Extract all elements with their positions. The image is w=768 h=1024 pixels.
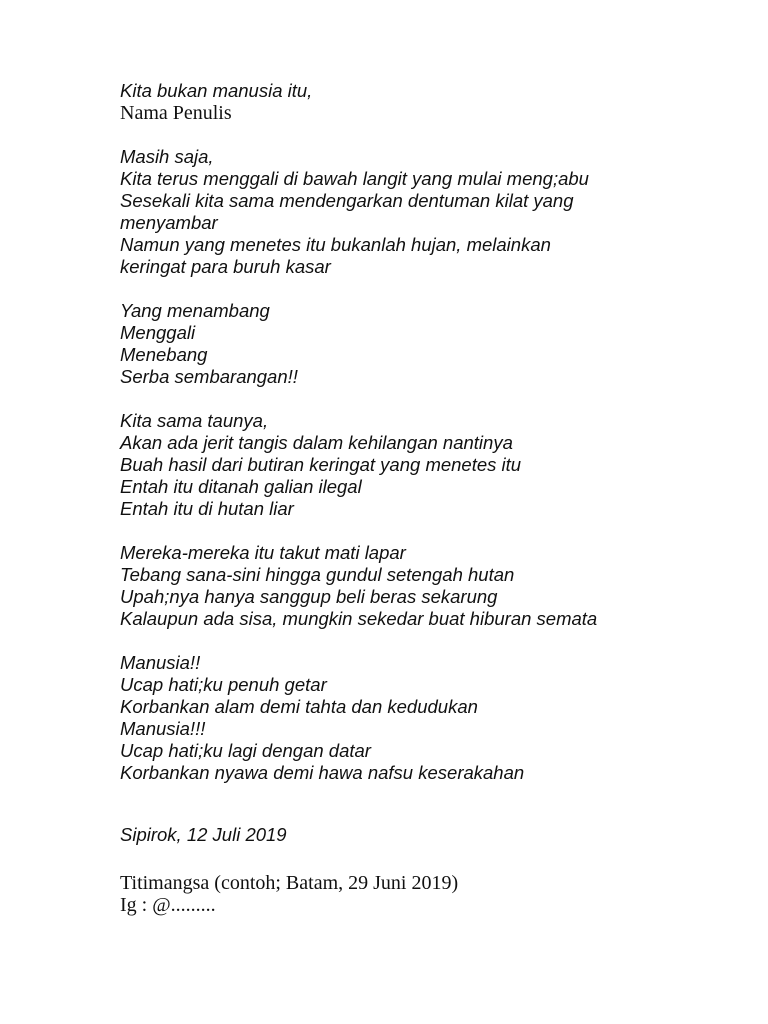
poem-page: [120, 80, 740, 916]
poem-line: Manusia!!!: [120, 718, 206, 739]
poem-line: Ucap hati;ku lagi dengan datar: [120, 740, 371, 761]
spacer: [120, 846, 740, 872]
poem-line: Korbankan nyawa demi hawa nafsu keserakahan: [120, 762, 525, 783]
poem-line: Namun yang menetes itu bukanlah hujan, melainkan: [120, 234, 551, 255]
spacer: [120, 278, 740, 300]
poem-line: Serba sembarangan!!: [120, 366, 298, 387]
stanza-2: [120, 300, 740, 388]
poem-line: Entah itu ditanah galian ilegal: [120, 476, 362, 497]
poem-line: Sesekali kita sama mendengarkan dentuman kilat yang: [120, 190, 574, 211]
poem-line: Ucap hati;ku penuh getar: [120, 674, 327, 695]
poem-line: keringat para buruh kasar: [120, 256, 331, 277]
poem-line: Menebang: [120, 344, 208, 365]
poem-line: menyambar: [120, 212, 218, 233]
poem-line: Kita sama taunya,: [120, 410, 269, 431]
poem-line: Upah;nya hanya sanggup beli beras sekarung: [120, 586, 498, 607]
author-name: Nama Penulis: [120, 102, 232, 124]
poem-line: Mereka-mereka itu takut mati lapar: [120, 542, 406, 563]
spacer: [120, 630, 740, 652]
titimangsa-note: Titimangsa (contoh; Batam, 29 Juni 2019): [120, 872, 459, 894]
poem-line: Akan ada jerit tangis dalam kehilangan nantinya: [120, 432, 513, 453]
spacer: [120, 124, 740, 146]
instagram-handle: Ig : @.........: [120, 894, 216, 916]
stanza-5: [120, 652, 740, 784]
poem-line: Entah itu di hutan liar: [120, 498, 294, 519]
place-date: Sipirok, 12 Juli 2019: [120, 824, 287, 845]
poem-line: Tebang sana-sini hingga gundul setengah hutan: [120, 564, 515, 585]
poem-line: Manusia!!: [120, 652, 201, 673]
stanza-4: [120, 542, 740, 630]
spacer: [120, 388, 740, 410]
poem-line: Kita terus menggali di bawah langit yang mulai meng;abu: [120, 168, 589, 189]
poem-line: Kalaupun ada sisa, mungkin sekedar buat hiburan semata: [120, 608, 598, 629]
stanza-1: [120, 146, 740, 278]
spacer: [120, 784, 740, 824]
poem-line: Yang menambang: [120, 300, 270, 321]
poem-line: Menggali: [120, 322, 196, 343]
spacer: [120, 520, 740, 542]
poem-line: Buah hasil dari butiran keringat yang menetes itu: [120, 454, 522, 475]
poem-title: Kita bukan manusia itu,: [120, 80, 313, 101]
stanza-3: [120, 410, 740, 520]
poem-line: Masih saja,: [120, 146, 214, 167]
poem-line: Korbankan alam demi tahta dan kedudukan: [120, 696, 478, 717]
